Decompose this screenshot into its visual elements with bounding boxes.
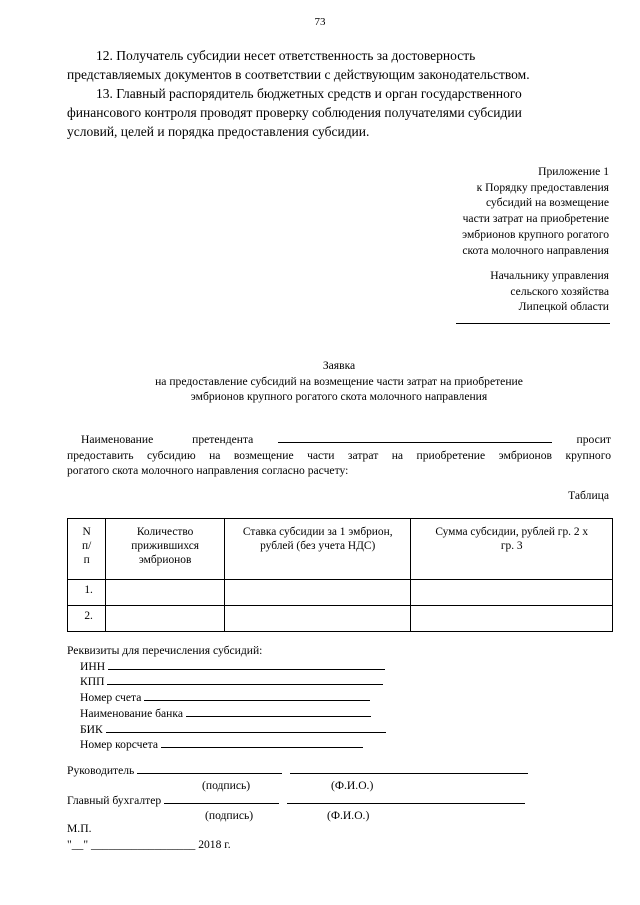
- requisite-account: [67, 690, 386, 706]
- subsidy-calculation-table: [67, 518, 613, 632]
- head-signature-field[interactable]: [137, 763, 282, 774]
- addressee-signature-line: [456, 323, 610, 324]
- applicant-name-field[interactable]: [278, 431, 552, 443]
- requisite-label: Наименование банка: [80, 706, 183, 720]
- head-label: Руководитель: [67, 764, 135, 777]
- table-cell[interactable]: [224, 580, 410, 606]
- table-header-row: [68, 519, 613, 580]
- name-caption: (Ф.И.О.): [327, 809, 370, 822]
- paragraph-13-line-1: 13. Главный распорядитель бюджетных средств и орган государственного: [96, 86, 522, 101]
- requisite-label: КПП: [80, 675, 105, 689]
- appendix-line: скота молочного направления: [462, 243, 609, 257]
- signature-caption: (подпись): [202, 779, 251, 792]
- requisite-corr-account: [67, 737, 386, 753]
- appendix-line: части затрат на приобретение: [462, 212, 609, 226]
- table-cell[interactable]: [224, 606, 410, 632]
- bank-name-field[interactable]: [186, 706, 371, 717]
- inn-field[interactable]: [108, 659, 385, 670]
- table-row: [68, 606, 613, 632]
- signature-caption: (подпись): [205, 809, 254, 822]
- requisite-label: БИК: [80, 722, 103, 736]
- requisite-label: ИНН: [80, 659, 106, 673]
- requisite-label: Номер счета: [80, 691, 142, 705]
- corr-account-field[interactable]: [161, 737, 363, 748]
- header-sum: Сумма субсидии, рублей гр. 2 х гр. 3: [411, 519, 613, 580]
- addressee: [490, 268, 609, 315]
- appendix-line: Приложение 1: [538, 165, 609, 178]
- paragraph-13: [67, 84, 611, 141]
- applicant-label: Наименование претендента: [81, 433, 254, 446]
- account-number-field[interactable]: [144, 690, 370, 701]
- requisite-bik: [67, 722, 386, 738]
- requisite-inn: [67, 659, 386, 675]
- paragraph-12-line-1: 12. Получатель субсидии несет ответственность за достоверность: [96, 48, 476, 63]
- paragraph-13-line-3: условий, целей и порядка предоставления субсидии.: [67, 124, 370, 139]
- accountant-signature-row: [67, 793, 528, 808]
- applicant-asks: просит: [576, 433, 611, 446]
- requisite-bank: [67, 706, 386, 722]
- requisites-title: Реквизиты для перечисления субсидий:: [67, 644, 263, 657]
- table-row: [68, 580, 613, 606]
- row-number: 2.: [68, 606, 106, 632]
- document-subtitle-line: на предоставление субсидий на возмещение части затрат на приобретение: [155, 374, 523, 388]
- table-cell[interactable]: [411, 580, 613, 606]
- applicant-line-3: рогатого скота молочного направления согласно расчету:: [67, 464, 349, 478]
- kpp-field[interactable]: [107, 674, 383, 685]
- date-line[interactable]: "__" __________________ 2018 г.: [67, 838, 231, 851]
- header-embryo-count: Количество прижившихся эмбрионов: [106, 519, 225, 580]
- appendix-line: субсидий на возмещение: [485, 196, 609, 210]
- addressee-line: сельского хозяйства: [510, 284, 609, 298]
- appendix-note: [462, 164, 609, 258]
- requisite-label: Номер корсчета: [80, 738, 159, 752]
- accountant-signature-field[interactable]: [164, 793, 279, 804]
- signatures-block: [67, 763, 528, 823]
- paragraph-13-line-2: финансового контроля проводят проверку соблюдения получателями субсидии: [67, 105, 522, 120]
- table-cell[interactable]: [106, 606, 225, 632]
- table-cell[interactable]: [411, 606, 613, 632]
- name-caption: (Ф.И.О.): [331, 779, 374, 792]
- page-number: 73: [314, 16, 326, 28]
- addressee-line: Начальнику управления: [490, 269, 609, 282]
- document-subtitle-line: эмбрионов крупного рогатого скота молочного направления: [190, 390, 488, 404]
- requisite-kpp: [67, 674, 386, 690]
- header-number: N п/п: [68, 519, 106, 580]
- header-rate: Ставка субсидии за 1 эмбрион, рублей (без учета НДС): [224, 519, 410, 580]
- appendix-line: эмбрионов крупного рогатого: [462, 227, 609, 241]
- table-caption: Таблица: [568, 489, 609, 502]
- applicant-line-2: предоставить субсидию на возмещение части затрат на приобретение эмбрионов крупного: [67, 448, 611, 462]
- accountant-name-field[interactable]: [287, 793, 525, 804]
- head-signature-row: [67, 763, 528, 778]
- document-title: Заявка: [322, 359, 356, 372]
- requisites-block: [67, 644, 386, 753]
- addressee-line: Липецкой области: [518, 300, 609, 314]
- row-number: 1.: [68, 580, 106, 606]
- stamp-and-date: [67, 821, 231, 853]
- bik-field[interactable]: [106, 722, 386, 733]
- document-heading: [67, 358, 611, 405]
- head-name-field[interactable]: [290, 763, 528, 774]
- head-captions: [67, 778, 528, 793]
- appendix-line: к Порядку предоставления: [476, 180, 609, 194]
- applicant-statement: [67, 431, 611, 479]
- paragraph-12-line-2: представляемых документов в соответствии с действующим законодательством.: [67, 67, 530, 82]
- paragraph-12: [67, 46, 611, 84]
- accountant-label: Главный бухгалтер: [67, 794, 162, 807]
- stamp-placeholder: М.П.: [67, 822, 92, 835]
- table-cell[interactable]: [106, 580, 225, 606]
